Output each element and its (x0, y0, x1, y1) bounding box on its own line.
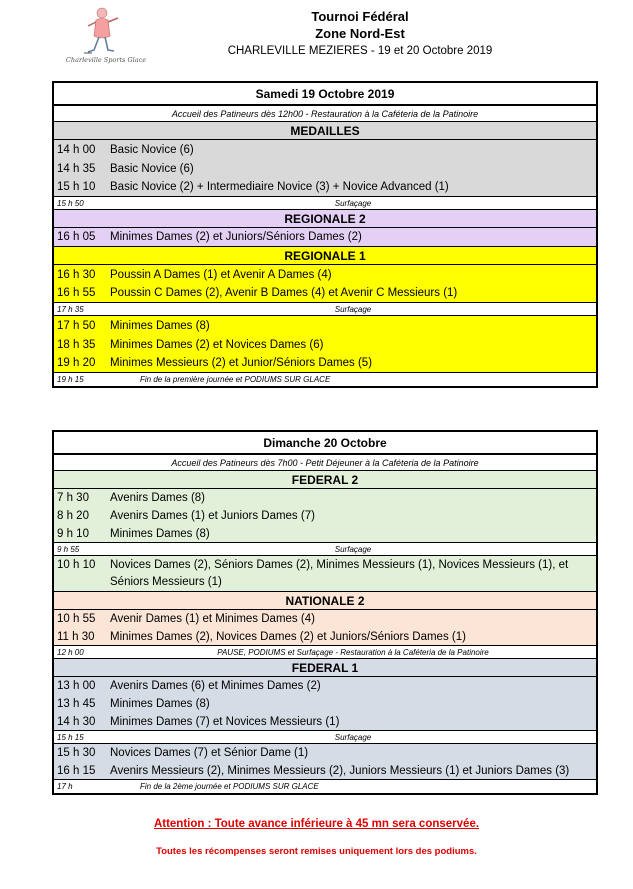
rewards-notice: Toutes les récompenses seront remises uniquement lors des podiums. (156, 846, 477, 857)
day-notice: Accueil des Patineurs dès 12h00 - Restauration à la Caféteria de la Patinoire (54, 106, 596, 122)
end-of-day-row (54, 780, 596, 793)
event: Novices Dames (7) et Sénior Dame (1) (110, 747, 309, 759)
event: Minimes Dames (7) et Novices Messieurs (1) (110, 715, 340, 728)
separator-label: Surfaçage (334, 304, 372, 314)
schedule-row (54, 316, 596, 335)
schedule-row (54, 507, 596, 525)
section-federal-2: FEDERAL 2 (54, 471, 596, 489)
schedule-row (54, 159, 596, 178)
time: 17 h (57, 782, 73, 791)
section-regionale-2: REGIONALE 2 (54, 210, 596, 228)
separator-row (54, 731, 596, 744)
event: Minimes Dames (8) (110, 527, 210, 540)
attention-notice: Attention : Toute avance inférieure à 45 mn sera conservée. (153, 818, 480, 830)
event: Novices Dames (2), Séniors Dames (2), Minimes Messieurs (1), Novices Messieurs (1), et Séniors Messieurs (1) (110, 559, 569, 588)
section-medailles: MEDAILLES (54, 122, 596, 140)
time: 15 h 15 (57, 732, 84, 742)
schedule-row (54, 744, 596, 762)
separator-label: Surfaçage (334, 544, 372, 554)
time: 17 h 50 (57, 319, 96, 332)
time: 11 h 30 (57, 630, 95, 643)
event: Poussin C Dames (2), Avenir B Dames (4) et Avenir C Messieurs (1) (110, 287, 458, 299)
end-of-day-label: Fin de la 2ème journée et PODIUMS SUR GLACE (140, 782, 319, 791)
schedule-row (54, 762, 596, 780)
separator-label: PAUSE, PODIUMS et Surfaçage - Restauration à la Caféteria de la Patinoire (217, 647, 489, 657)
schedule-row (54, 556, 596, 592)
time: 8 h 20 (57, 510, 89, 522)
day-title: Samedi 19 Octobre 2019 (54, 83, 596, 106)
schedule-row (54, 677, 596, 695)
separator-row (54, 197, 596, 210)
time: 13 h 45 (57, 698, 96, 710)
event: Minimes Dames (8) (110, 319, 210, 332)
logo-script-text: Charleville Sports Glace (65, 56, 147, 64)
zone-title: Zone Nord-Est (315, 26, 405, 41)
schedule-row (54, 335, 596, 354)
event: Avenirs Dames (1) et Juniors Dames (7) (110, 510, 315, 522)
schedule-row (54, 265, 596, 284)
section-nationale-2: NATIONALE 2 (54, 592, 596, 610)
schedule-row (54, 525, 596, 543)
event: Minimes Dames (2) et Juniors/Séniors Dames (2) (110, 231, 362, 243)
document-header (150, 8, 570, 60)
tournament-title: Tournoi Fédéral (311, 9, 409, 24)
time: 15 h 10 (57, 181, 96, 193)
time: 14 h 30 (57, 715, 96, 728)
time: 17 h 35 (57, 304, 84, 314)
time: 19 h 20 (57, 357, 96, 369)
event: Avenirs Dames (6) et Minimes Dames (2) (110, 680, 321, 692)
section-regionale-1: REGIONALE 1 (54, 247, 596, 265)
separator-row (54, 543, 596, 556)
schedule-row (54, 140, 596, 159)
separator-row (54, 303, 596, 316)
separator-label: Surfaçage (334, 198, 372, 208)
time: 15 h 30 (57, 747, 96, 759)
time: 14 h 35 (57, 162, 96, 175)
end-of-day-row (54, 373, 596, 386)
time: 16 h 15 (57, 764, 96, 777)
schedule-row (54, 284, 596, 303)
event: Avenirs Dames (8) (110, 492, 206, 504)
time: 7 h 30 (57, 492, 89, 504)
time: 19 h 15 (57, 375, 84, 384)
event: Basic Novice (2) + Intermediaire Novice (3) + Novice Advanced (1) (110, 181, 449, 193)
separator-label: Surfaçage (334, 732, 372, 742)
time: 9 h 10 (57, 527, 89, 540)
end-of-day-label: Fin de la première journée et PODIUMS SUR GLACE (140, 375, 331, 384)
day-notice: Accueil des Patineurs dès 7h00 - Petit Déjeuner à la Caféteria de la Patinoire (54, 455, 596, 471)
schedule-day1 (52, 81, 598, 388)
event: Basic Novice (6) (110, 143, 194, 156)
event: Minimes Dames (8) (110, 698, 210, 710)
event: Basic Novice (6) (110, 162, 194, 175)
time: 14 h 00 (57, 143, 96, 156)
time: 16 h 30 (57, 268, 96, 281)
location-date: CHARLEVILLE MEZIERES - 19 et 20 Octobre 2019 (227, 45, 493, 57)
time: 10 h 10 (57, 559, 96, 571)
event: Avenirs Messieurs (2), Minimes Messieurs (2), Juniors Messieurs (1) et Juniors Dames (3) (110, 764, 570, 777)
schedule-row (54, 354, 596, 373)
time: 12 h 00 (57, 647, 84, 657)
schedule-day2 (52, 430, 598, 795)
event: Minimes Dames (2), Novices Dames (2) et Juniors/Séniors Dames (1) (110, 630, 466, 643)
schedule-row (54, 713, 596, 731)
event: Minimes Dames (2) et Novices Dames (6) (110, 338, 324, 351)
schedule-row (54, 228, 596, 247)
skater-icon (84, 8, 118, 53)
event: Minimes Messieurs (2) et Junior/Séniors Dames (5) (110, 357, 373, 369)
schedule-row (54, 695, 596, 713)
day-title: Dimanche 20 Octobre (54, 432, 596, 455)
club-logo (65, 6, 147, 66)
separator-row (54, 646, 596, 659)
event: Poussin A Dames (1) et Avenir A Dames (4) (110, 268, 332, 281)
time: 16 h 55 (57, 287, 96, 299)
time: 13 h 00 (57, 680, 96, 692)
time: 10 h 55 (57, 613, 96, 625)
schedule-row (54, 489, 596, 507)
schedule-row (54, 628, 596, 646)
time: 16 h 05 (57, 231, 96, 243)
event: Avenir Dames (1) et Minimes Dames (4) (110, 613, 315, 625)
schedule-row (54, 610, 596, 628)
time: 15 h 50 (57, 198, 84, 208)
schedule-row (54, 178, 596, 197)
section-federal-1: FEDERAL 1 (54, 659, 596, 677)
time: 9 h 55 (57, 544, 80, 554)
time: 18 h 35 (57, 338, 96, 351)
